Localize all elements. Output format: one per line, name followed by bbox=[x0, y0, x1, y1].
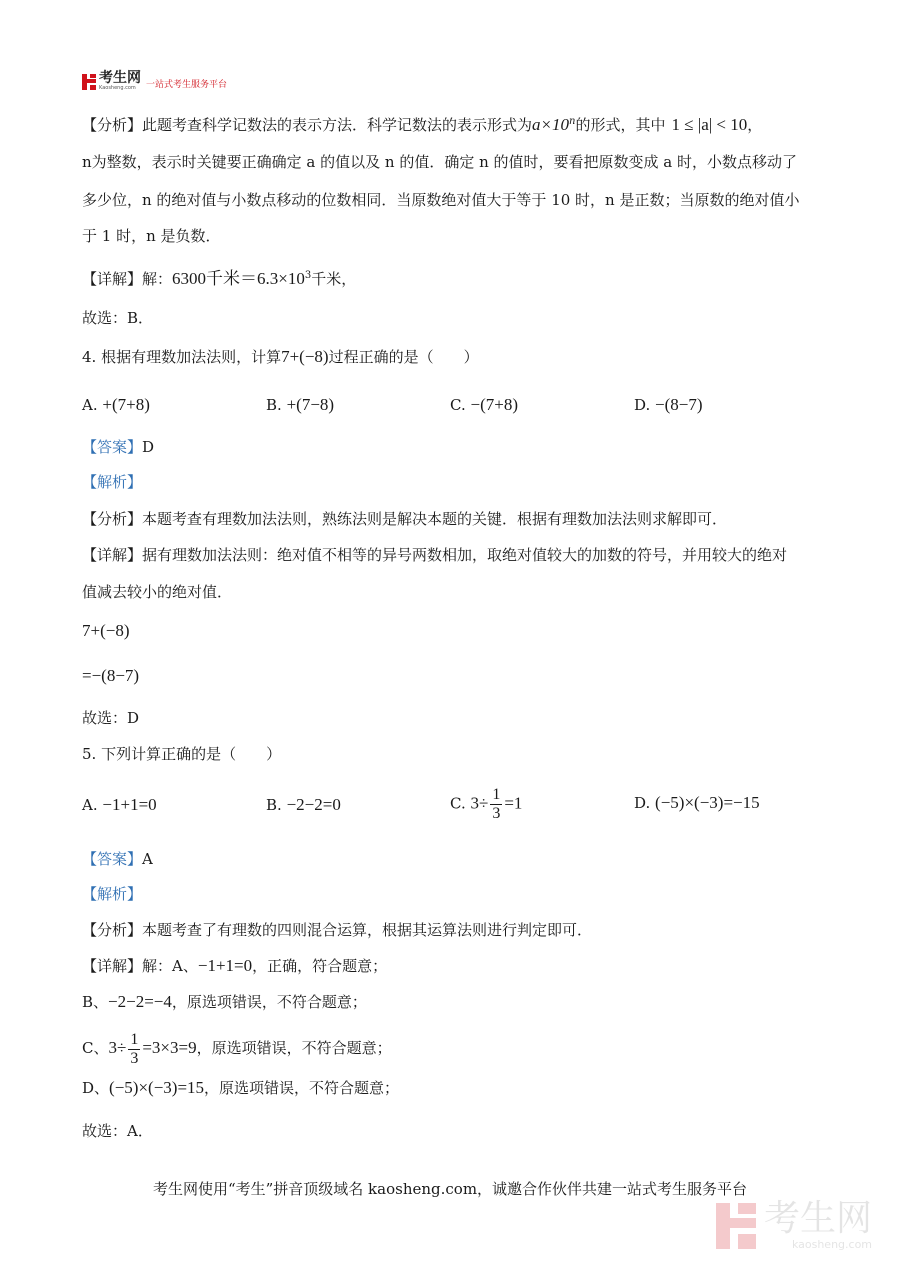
option-label: A. bbox=[82, 396, 98, 414]
q3-analysis-line-2: n为整数，表示时关键要正确确定 a 的值以及 n 的值．确定 n 的值时，要看把原数变成 a 时，小数点移动了 bbox=[82, 153, 798, 171]
option-expr: −(8−7) bbox=[655, 395, 703, 414]
q4-option-a bbox=[82, 395, 150, 415]
detail-text: 据有理数加法法则：绝对值不相等的异号两数相加，取绝对值较大的加数的符号，并用较大的绝对 bbox=[142, 546, 788, 564]
q4-explain-tag: 【解析】 bbox=[82, 473, 143, 491]
analysis-text: ， bbox=[747, 116, 763, 134]
watermark-domain: kaosheng.com bbox=[791, 1238, 873, 1251]
detail-text: B、 bbox=[82, 993, 109, 1011]
q5-answer bbox=[82, 849, 153, 869]
q5-detail-a bbox=[82, 956, 387, 976]
formula: −1+1=0 bbox=[197, 956, 253, 975]
q5-analysis bbox=[82, 920, 592, 940]
formula: =3×3=9 bbox=[142, 1038, 197, 1057]
q5-detail-b bbox=[82, 992, 367, 1012]
q4-answer bbox=[82, 437, 154, 457]
detail-text: D、 bbox=[82, 1079, 110, 1097]
watermark-name: 考生网 bbox=[764, 1198, 873, 1239]
q3-analysis-line-3: 多少位，n 的绝对值与小数点移动的位数相同．当原数绝对值大于等于 10 时，n 是正数；当原数的绝对值小 bbox=[82, 191, 800, 209]
q4-detail-line-1 bbox=[82, 545, 787, 565]
detail-text: ，原选项错误，不符合题意； bbox=[171, 993, 367, 1011]
formula: 3÷ bbox=[108, 1038, 127, 1057]
detail-text: C、 bbox=[82, 1039, 109, 1057]
option-label: A. bbox=[82, 796, 98, 814]
q5-explain-tag: 【解析】 bbox=[82, 885, 143, 903]
formula-exponent: 3 bbox=[304, 270, 312, 281]
watermark bbox=[716, 1200, 872, 1251]
formula-exponent: n bbox=[569, 116, 576, 127]
q3-analysis-line-1 bbox=[82, 112, 762, 135]
logo-icon bbox=[82, 74, 96, 90]
q5-choice: 故选：A． bbox=[82, 1122, 153, 1140]
answer-tag: 【答案】 bbox=[82, 438, 143, 456]
fraction-numerator: 1 bbox=[492, 786, 501, 803]
option-label: C. bbox=[450, 396, 466, 414]
analysis-tag: 【分析】 bbox=[82, 921, 143, 939]
analysis-tag: 【分析】 bbox=[82, 510, 143, 528]
stem-text: 4. 根据有理数加法法则，计算 bbox=[82, 348, 282, 366]
q3-analysis-line-4: 于 1 时，n 是负数． bbox=[82, 227, 221, 245]
detail-text: 千米， bbox=[311, 270, 357, 288]
option-expr: =1 bbox=[504, 793, 523, 813]
option-expr: +(7+8) bbox=[102, 395, 150, 414]
q4-step-2: =−(8−7) bbox=[82, 666, 140, 685]
q4-detail-line-2: 值减去较小的绝对值． bbox=[82, 583, 233, 601]
option-label: B. bbox=[266, 796, 282, 814]
option-expr: (−5)×(−3)=−15 bbox=[655, 793, 760, 812]
q4-option-c bbox=[450, 395, 518, 415]
q3-choice: 故选：B． bbox=[82, 309, 154, 327]
fraction bbox=[490, 786, 502, 823]
analysis-text: 的形式，其中 bbox=[575, 116, 666, 134]
option-label: D. bbox=[634, 794, 651, 812]
q4-step-1: 7+(−8) bbox=[82, 621, 130, 640]
q4-analysis bbox=[82, 509, 727, 529]
formula: a×10 bbox=[532, 115, 570, 134]
answer-value: D bbox=[142, 438, 155, 456]
site-logo bbox=[82, 72, 227, 91]
option-expr: +(7−8) bbox=[286, 395, 335, 414]
q5-option-b bbox=[266, 795, 341, 815]
detail-text: ，正确，符合题意； bbox=[252, 957, 388, 975]
option-expr: 3÷ bbox=[470, 793, 489, 813]
analysis-text: 此题考查科学记数法的表示方法．科学记数法的表示形式为 bbox=[142, 116, 533, 134]
q5-option-d bbox=[634, 793, 760, 813]
q5-stem: 5. 下列计算正确的是（ ） bbox=[82, 745, 282, 763]
logo-name: 考生网 bbox=[99, 70, 141, 86]
fraction bbox=[128, 1031, 140, 1068]
q5-detail-d bbox=[82, 1078, 399, 1098]
fraction-numerator: 1 bbox=[130, 1030, 139, 1048]
analysis-text: 本题考查有理数加法法则，熟练法则是解决本题的关键．根据有理数加法法则求解即可． bbox=[142, 510, 728, 528]
option-expr: −1+1=0 bbox=[102, 795, 157, 814]
q5-option-a bbox=[82, 795, 157, 815]
detail-text: 解：A、 bbox=[142, 957, 198, 975]
logo-domain: Kaosheng.com bbox=[99, 85, 136, 91]
q4-choice: 故选：D bbox=[82, 709, 140, 727]
q4-option-d bbox=[634, 395, 703, 415]
formula: −2−2=−4 bbox=[108, 992, 172, 1011]
q3-detail bbox=[82, 266, 356, 289]
answer-tag: 【答案】 bbox=[82, 850, 143, 868]
option-label: C. bbox=[450, 794, 466, 813]
option-label: D. bbox=[634, 396, 651, 414]
watermark-logo-icon bbox=[716, 1203, 756, 1249]
q4-option-b bbox=[266, 395, 334, 415]
option-label: B. bbox=[266, 396, 282, 414]
formula: 1 ≤ |a| < 10 bbox=[671, 115, 748, 134]
option-expr: −2−2=0 bbox=[286, 795, 341, 814]
detail-text: 解： bbox=[142, 270, 173, 288]
q5-detail-c bbox=[82, 1030, 392, 1068]
answer-value: A bbox=[142, 850, 153, 868]
q5-option-c bbox=[450, 786, 522, 823]
fraction-denominator: 3 bbox=[492, 805, 501, 822]
formula: 7+(−8) bbox=[281, 347, 329, 366]
q4-stem bbox=[82, 347, 479, 367]
fraction-denominator: 3 bbox=[130, 1049, 139, 1067]
footer-text: 考生网使用“考生”拼音顶级域名 kaosheng.com，诚邀合作伙伴共建一站式考生服务平台 bbox=[152, 1180, 748, 1198]
detail-tag: 【详解】 bbox=[82, 546, 143, 564]
logo-slogan: 一站式考生服务平台 bbox=[146, 80, 228, 90]
formula: 6300千米＝6.3×10 bbox=[172, 269, 305, 288]
stem-text: 过程正确的是（ ） bbox=[328, 348, 479, 366]
option-expr: −(7+8) bbox=[470, 395, 518, 414]
analysis-text: 本题考查了有理数的四则混合运算，根据其运算法则进行判定即可． bbox=[142, 921, 593, 939]
formula: (−5)×(−3)=15 bbox=[109, 1078, 205, 1097]
detail-tag: 【详解】 bbox=[82, 270, 143, 288]
detail-text: ，原选项错误，不符合题意； bbox=[204, 1079, 400, 1097]
detail-tag: 【详解】 bbox=[82, 957, 143, 975]
analysis-tag: 【分析】 bbox=[82, 116, 143, 134]
detail-text: ，原选项错误，不符合题意； bbox=[196, 1039, 392, 1057]
